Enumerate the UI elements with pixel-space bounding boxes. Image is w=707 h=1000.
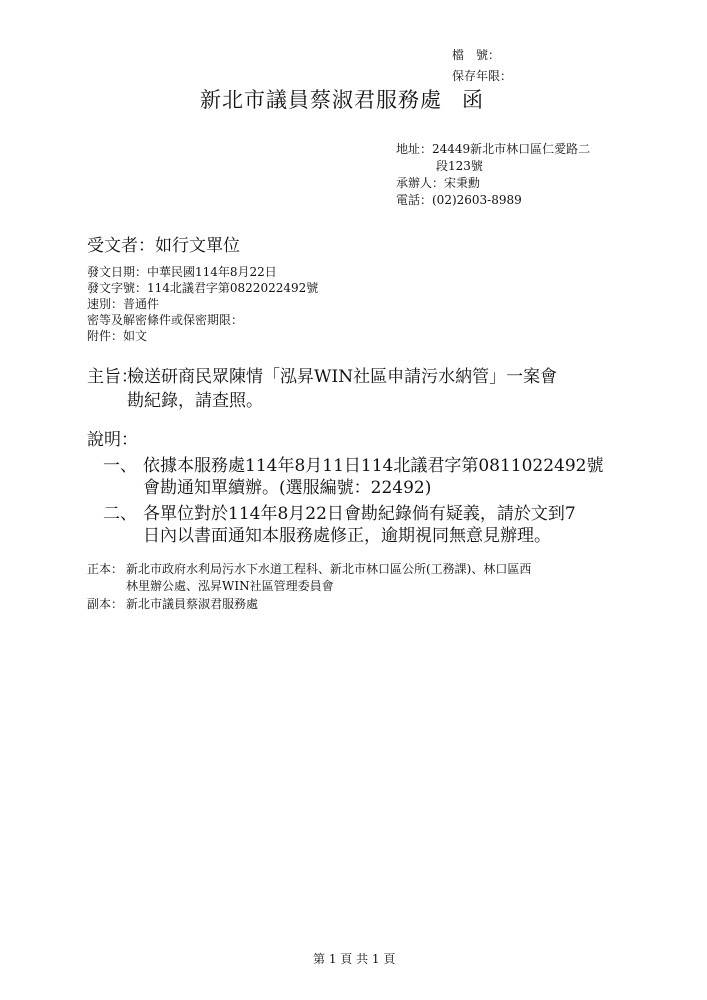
description-item-text: 會勘通知單續辦。(選服編號：22492) <box>143 478 432 498</box>
description-label: 說明： <box>87 430 138 450</box>
subject-text-line-1: 檢送研商民眾陳情「泓昇WIN社區申請污水納管」一案會 <box>127 367 558 387</box>
page-number: 第 1 頁 共 1 頁 <box>313 952 396 966</box>
sender-address-line-1: 地址：24449新北市林口區仁愛路二 <box>396 142 591 156</box>
file-number-label: 檔 號： <box>452 48 501 62</box>
sender-address-line-2: 段123號 <box>436 159 483 173</box>
cc-label: 副本： <box>87 597 124 611</box>
description-item-text: 日內以書面通知本服務處修正，逾期視同無意見辦理。 <box>143 526 551 546</box>
main-copy-label: 正本： <box>87 562 124 576</box>
main-copy-recipients: 新北市政府水利局污水下水道工程科、新北市林口區公所(工務課)、林口區西 <box>126 562 532 576</box>
description-item-text: 依據本服務處114年8月11日114北議君字第0811022492號 <box>143 456 604 476</box>
attachment: 附件：如文 <box>87 329 148 343</box>
classification: 密等及解密條件或保密期限： <box>87 313 244 327</box>
retention-period-label: 保存年限： <box>452 69 513 83</box>
sender-contact: 承辦人：宋秉勳 <box>396 176 481 190</box>
recipient: 受文者：如行文單位 <box>87 236 240 256</box>
issue-number: 發文字號：114北議君字第0822022492號 <box>87 281 319 295</box>
subject-text-line-2: 勘紀錄，請查照。 <box>127 391 263 411</box>
main-copy-recipients: 林里辦公處、泓昇WIN社區管理委員會 <box>126 579 334 593</box>
description-item-number: 二、 <box>103 504 137 524</box>
cc-recipients: 新北市議員蔡淑君服務處 <box>126 597 259 611</box>
description-item-text: 各單位對於114年8月22日會勘紀錄倘有疑義，請於文到7 <box>143 504 576 524</box>
urgency: 速別：普通件 <box>87 297 160 311</box>
document-type: 函 <box>462 88 484 112</box>
subject-label: 主旨： <box>87 367 138 387</box>
issue-date: 發文日期：中華民國114年8月22日 <box>87 265 277 279</box>
description-item-number: 一、 <box>103 456 137 476</box>
document-title: 新北市議員蔡淑君服務處 <box>200 88 442 112</box>
sender-phone: 電話：(02)2603-8989 <box>396 193 522 207</box>
